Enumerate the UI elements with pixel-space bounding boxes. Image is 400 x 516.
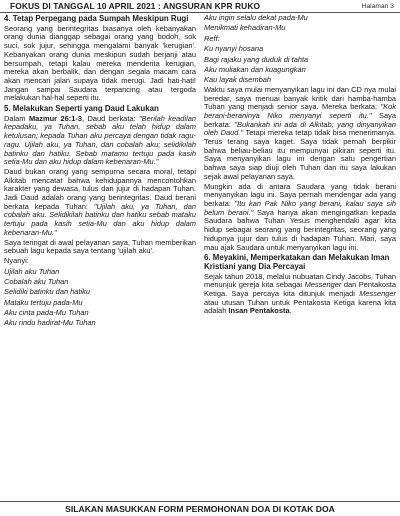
- song-line: Reff:: [204, 33, 220, 43]
- scripture-reference: Mazmur 26:1-3: [28, 113, 82, 123]
- text: Sejak tahun 2018, melalui nubuatan Cindy Jacobs, Tuhan menunjuk gereja kita sebagai: [204, 271, 396, 290]
- song-line: Selidiki batinku dan hatiku: [4, 287, 90, 297]
- song-line: Aku cinta pada-Mu Tuhan: [4, 307, 89, 317]
- song-line: Bagi rajaku yang duduk di tahta: [204, 54, 309, 64]
- song-line: Aku rindu hadirat-Mu Tuhan: [4, 318, 96, 328]
- footer-text: SILAKAN MASUKKAN FORM PERMOHONAN DOA DI KOTAK DOA: [65, 504, 335, 514]
- text: atau utusan Tuhan untuk Pentakosta Ketiga karena kita adalah: [204, 297, 396, 316]
- quote: "Kok berani-beraninya Niko menyanyi seperti itu.": [204, 102, 396, 120]
- section-5-paragraph-1: [4, 115, 196, 167]
- song-line: Cobalah aku Tuhan: [4, 276, 69, 286]
- emphasis: Messenger: [359, 289, 396, 299]
- section-5-paragraph-3: Saya teringat di awal pelayanan saya, Tuhan memberikan sebuah lagu kepada saya tentang 'ujilah aku'.: [4, 237, 196, 256]
- song-lyrics-right: [204, 13, 396, 86]
- text: Saya berkata:: [204, 110, 396, 129]
- text: dan Pentakosta Ketiga. Saya percaya kita ditunjuk menjadi: [204, 280, 396, 299]
- text: Waktu saya mulai menyanyikan lagu ini dan CD nya mulai beredar, saya menuai banyak kritik dari hamba-hamba Tuhan yang menjadi senior saya. Mereka berkata:: [204, 84, 396, 112]
- emphasis-bold: Insan Pentakosta: [228, 306, 290, 316]
- right-paragraph-1: [204, 86, 396, 182]
- text: .: [289, 306, 292, 316]
- text: , Daud berkata:: [81, 113, 140, 123]
- nyanyi-label: Nyanyi:: [4, 255, 29, 265]
- section-4-paragraph: Seorang yang berintegritas biasanya oleh kebanyakan orang dunia dianggap sebagai orang yang bodoh, sok suci, sok jujur, sehingga mengalami banyak 'kerugian'. Kebanyakan orang dunia meskipun sudah berjanji atau bersumpah, tetapi kalau mereka menderita kerugian, mereka akan berbalik, dan dengan segala macam cara akan mencari jalan supaya tidak merugi. Jadi hati-hati! Jangan sampai Saudara terpancing atau tergoda melakukan hal-hal seperti itu.: [4, 23, 196, 103]
- section-6-paragraph: [204, 273, 396, 317]
- quote: "Bukankah ini ada di Alkitab; yang dinyanyikan oleh Daud.": [204, 119, 396, 138]
- right-paragraph-2: [204, 183, 396, 253]
- right-column: [204, 13, 396, 500]
- section-4-heading: 4. Tetap Perpegang pada Sumpah Meskipun Rugi: [4, 14, 189, 23]
- text: Tetapi mereka tetap tidak bisa menerimanya. Terus terang saya kaget. Saya tidak pernah berpikir bahwa beliau-beliau itu mempunyai pikiran seperti itu. Saya menyanyikan lagu ini dengan satu pengertian bahwa saya siap diuji oleh Tuhan dan itu saya lakukan sejak awal pelayanan saya.: [204, 128, 396, 181]
- section-5-paragraph-2: [4, 168, 196, 238]
- song-line: Ku nyanyi hosana: [204, 44, 264, 54]
- song-lyrics-left: [4, 267, 196, 329]
- quote: "Itu kan Pak Niko yang berani, kalau saya sih belum berani.": [204, 198, 396, 217]
- content-columns: [4, 13, 396, 500]
- page-footer: [0, 501, 400, 516]
- song-line: Aku muliakan dan kuagungkan: [204, 65, 306, 75]
- page-header: [0, 0, 400, 13]
- scripture-quote: "Ujilah aku, ya Tuhan, dan cobalah aku. Selidikilah batinku dan hatiku sebab mataku tertuju pada kasih setia-Mu dan aku hidup dalam kebenaran-Mu.": [4, 201, 196, 237]
- song-line: Menikmati kehadiran-Mu: [204, 23, 286, 33]
- section-6-heading: 6. Meyakini, Memperkatakan dan Melakukan Iman Kristiani yang Dia Percayai: [204, 253, 390, 271]
- song-line: Mataku tertuju pada-Mu: [4, 297, 83, 307]
- song-line: Aku ingin selalu dekat pada-Mu: [204, 13, 308, 22]
- scripture-quote: "Berilah keadilan kepadaku, ya Tuhan, sebab aku telah hidup dalam ketulusan; kepada Tuhan aku percaya dengan tidak ragu-ragu. Ujilah aku, ya Tuhan, dan cobalah aku; selidikilah batinku dan hatiku. Sebab matamu tertuju pada kasih setia-Mu dan aku hidup dalam kebenaran-Mu.": [4, 113, 196, 167]
- text: Dalam: [4, 113, 29, 123]
- emphasis: Messenger: [304, 280, 342, 290]
- text: Saya hanya akan mengingatkan kepada Saudara bahwa Tuhan Yesus menghendaki agar kita hidup sebagai seorang yang berintegritas, seorang yang hidupnya jujur dan tulus di hadapan Tuhan. Mari, saya mau ajak Saudara untuk menyanyikan lagu ini.: [204, 207, 396, 252]
- song-line: Ujilah aku Tuhan: [4, 266, 60, 276]
- song-line: Kau layak disembah: [204, 75, 271, 85]
- page-number: Halaman 3: [361, 2, 394, 10]
- header-title: FOKUS DI TANGGAL 10 APRIL 2021 : ANGSURAN KPR RUKO: [10, 1, 261, 11]
- section-5-heading: 5. Melakukan Seperti yang Daud Lakukan: [4, 104, 159, 114]
- text: Mungkin ada di antara Saudara yang tidak berani menyanyikan lagu ini. Saya pernah mendengar ada yang berkata:: [204, 181, 396, 208]
- left-column: [4, 13, 196, 500]
- text: Daud bukan orang yang sempurna secara moral, tetapi Alkitab mencatat bahwa kehidupannya mencontohkan karakter yang dewasa, tulus dan jujur di hadapan Tuhan. Jadi Daud adalah orang yang berintegritas. Daud berani berkata kepada Tuhan:: [4, 166, 196, 211]
